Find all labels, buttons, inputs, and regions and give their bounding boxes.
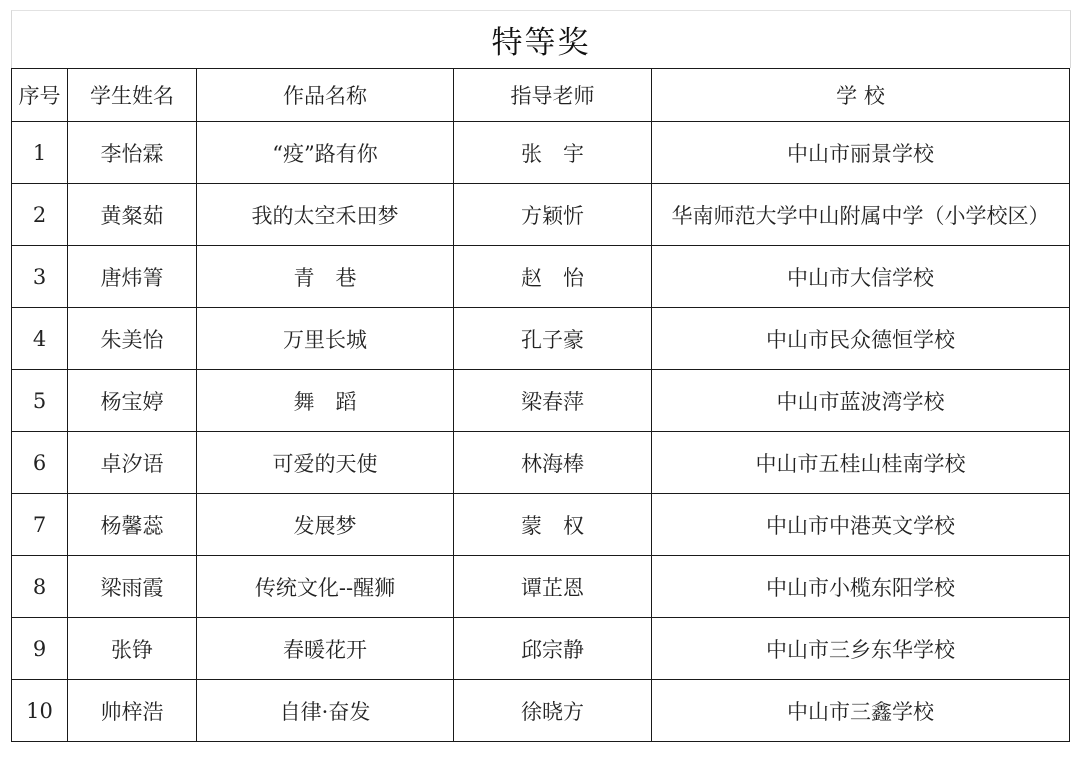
teacher-cell: 孔子豪 <box>454 308 652 370</box>
work-title-cell: 传统文化--醒狮 <box>197 556 454 618</box>
work-title-cell: 舞 蹈 <box>197 370 454 432</box>
table-row <box>12 246 1070 308</box>
school-cell: 中山市民众德恒学校 <box>652 308 1070 370</box>
index-cell: 9 <box>12 618 68 680</box>
student-name-cell: 黄粲茹 <box>68 184 197 246</box>
student-name-cell: 杨馨蕊 <box>68 494 197 556</box>
award-title: 特等奖 <box>11 10 1071 68</box>
student-name-cell: 张铮 <box>68 618 197 680</box>
school-cell: 中山市三乡东华学校 <box>652 618 1070 680</box>
teacher-cell: 张 宇 <box>454 122 652 184</box>
work-title-cell: 可爱的天使 <box>197 432 454 494</box>
student-name-cell: 卓汐语 <box>68 432 197 494</box>
award-table <box>11 68 1070 742</box>
work-title-cell: 我的太空禾田梦 <box>197 184 454 246</box>
teacher-cell: 邱宗静 <box>454 618 652 680</box>
award-table-body <box>12 122 1070 742</box>
table-row <box>12 618 1070 680</box>
index-cell: 4 <box>12 308 68 370</box>
teacher-cell: 林海棒 <box>454 432 652 494</box>
index-cell: 3 <box>12 246 68 308</box>
header-work-title: 作品名称 <box>197 69 454 122</box>
header-row <box>12 69 1070 122</box>
school-cell: 华南师范大学中山附属中学（小学校区） <box>652 184 1070 246</box>
teacher-cell: 蒙 权 <box>454 494 652 556</box>
school-cell: 中山市小榄东阳学校 <box>652 556 1070 618</box>
table-row <box>12 122 1070 184</box>
student-name-cell: 杨宝婷 <box>68 370 197 432</box>
student-name-cell: 帅梓浩 <box>68 680 197 742</box>
index-cell: 2 <box>12 184 68 246</box>
teacher-cell: 方颖忻 <box>454 184 652 246</box>
table-row <box>12 432 1070 494</box>
table-row <box>12 680 1070 742</box>
teacher-cell: 梁春萍 <box>454 370 652 432</box>
work-title-cell: “疫”路有你 <box>197 122 454 184</box>
teacher-cell: 谭芷恩 <box>454 556 652 618</box>
student-name-cell: 梁雨霞 <box>68 556 197 618</box>
table-row <box>12 494 1070 556</box>
school-cell: 中山市中港英文学校 <box>652 494 1070 556</box>
teacher-cell: 赵 怡 <box>454 246 652 308</box>
work-title-cell: 发展梦 <box>197 494 454 556</box>
index-cell: 7 <box>12 494 68 556</box>
table-row <box>12 556 1070 618</box>
table-row <box>12 308 1070 370</box>
school-cell: 中山市蓝波湾学校 <box>652 370 1070 432</box>
school-cell: 中山市五桂山桂南学校 <box>652 432 1070 494</box>
index-cell: 8 <box>12 556 68 618</box>
school-cell: 中山市大信学校 <box>652 246 1070 308</box>
table-row <box>12 184 1070 246</box>
work-title-cell: 青 巷 <box>197 246 454 308</box>
index-cell: 6 <box>12 432 68 494</box>
index-cell: 1 <box>12 122 68 184</box>
work-title-cell: 春暖花开 <box>197 618 454 680</box>
student-name-cell: 唐炜箐 <box>68 246 197 308</box>
index-cell: 5 <box>12 370 68 432</box>
work-title-cell: 万里长城 <box>197 308 454 370</box>
index-cell: 10 <box>12 680 68 742</box>
header-school: 学 校 <box>652 69 1070 122</box>
work-title-cell: 自律·奋发 <box>197 680 454 742</box>
teacher-cell: 徐晓方 <box>454 680 652 742</box>
school-cell: 中山市丽景学校 <box>652 122 1070 184</box>
student-name-cell: 李怡霖 <box>68 122 197 184</box>
header-teacher: 指导老师 <box>454 69 652 122</box>
header-index: 序号 <box>12 69 68 122</box>
table-row <box>12 370 1070 432</box>
school-cell: 中山市三鑫学校 <box>652 680 1070 742</box>
student-name-cell: 朱美怡 <box>68 308 197 370</box>
header-student-name: 学生姓名 <box>68 69 197 122</box>
